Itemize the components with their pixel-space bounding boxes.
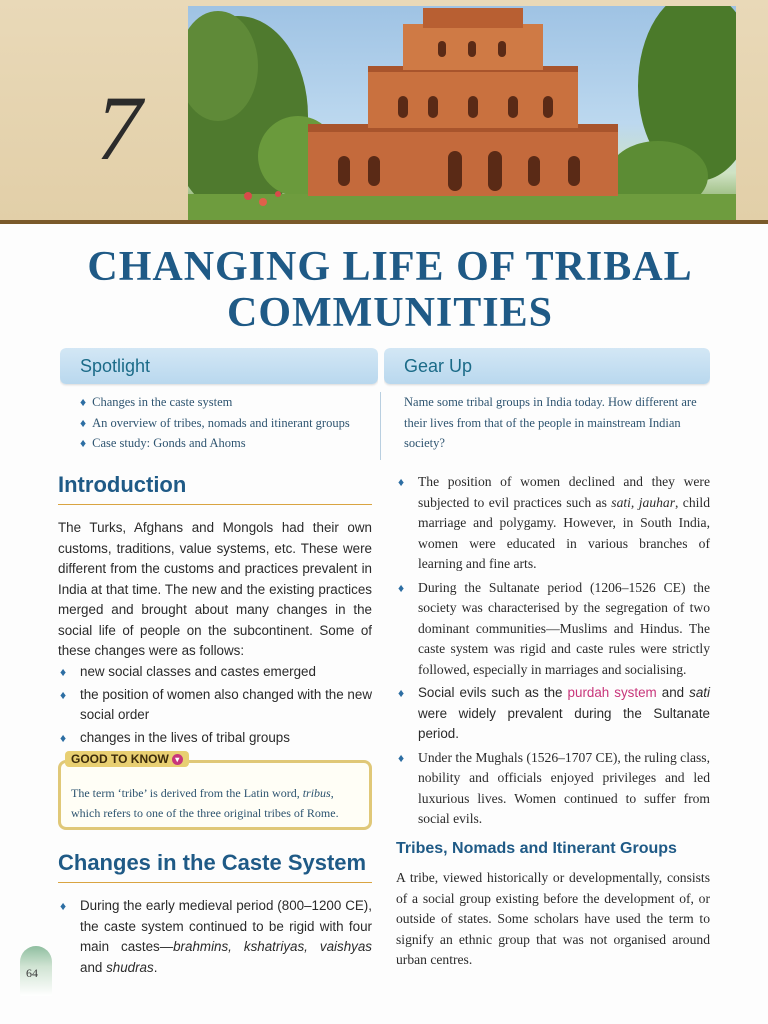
heading-rule [58,882,372,883]
good-to-know-box [58,752,372,830]
heading-rule [58,504,372,505]
list-item: ♦ Social evils such as the purdah system and sati were widely prevalent during the Sultanate period. [396,683,710,745]
page-number: 64 [26,966,38,980]
spotlight-heading: Spotlight [60,348,378,384]
monument-photo [188,6,736,220]
chapter-number: 7 [96,77,142,179]
chevron-down-icon: ▾ [172,754,183,765]
header-divider [0,220,768,224]
right-column-bullets [396,472,710,833]
list-item: ♦ the position of women also changed with the new social order [58,685,372,726]
gear-up-box [384,348,710,460]
box-divider [380,392,381,460]
good-to-know-text: The term ‘tribe’ is derived from the Latin word, tribus, which refers to one of the three original tribes of Rome. [71,786,339,820]
spotlight-box [60,348,378,460]
introduction-bullets [58,662,372,750]
tribes-heading: Tribes, Nomads and Itinerant Groups [396,840,677,857]
highlighted-term: purdah system [567,685,657,700]
caste-system-heading: Changes in the Caste System [58,850,367,875]
spotlight-item: ♦ Changes in the caste system [80,392,378,413]
gear-up-heading: Gear Up [384,348,710,384]
caste-system-bullets [58,896,372,978]
introduction-heading: Introduction [58,472,187,497]
chapter-title: CHANGING LIFE OF TRIBAL COMMUNITIES [87,244,693,336]
list-item: ♦ The position of women declined and they were subjected to evil practices such as sati, jauhar, child marriage and polygamy. However, in South India, women were educated in various branches of learning and fine arts. [396,472,710,575]
list-item: ♦ During the Sultanate period (1206–1526 CE) the society was characterised by the segregation of two dominant communities—Muslims and Hindus. The caste system was rigid and caste rules were strictly followed, especially in marriages and socialising. [396,578,710,681]
good-to-know-label: GOOD TO KNOW ▾ [65,751,189,767]
list-item: ♦ During the early medieval period (800–1200 CE), the caste system continued to be rigid with four main castes—brahmins, kshatriyas, vaishyas and shudras. [58,896,372,978]
spotlight-list [60,384,378,454]
list-item: ♦ new social classes and castes emerged [58,662,372,683]
gear-up-text: Name some tribal groups in India today. How different are their lives from that of the people in mainstream Indian society? [404,395,697,450]
introduction-paragraph: The Turks, Afghans and Mongols had their own customs, traditions, value systems, etc. These were different from the customs and practices prevalent in India at that time. The new and the existing practices merged and brought about many changes in the social life of people on the subcontinent. Some of these changes were as follows: [58,520,372,658]
list-item: ♦ changes in the lives of tribal groups [58,728,372,749]
spotlight-item: ♦ Case study: Gonds and Ahoms [80,433,378,454]
spotlight-item: ♦ An overview of tribes, nomads and itinerant groups [80,413,378,434]
tribes-paragraph: A tribe, viewed historically or developmentally, consists of a social group existing before the development of, or outside of states. Some scholars have used the term to signify an ethnic group that was not organised around urban centres. [396,870,710,967]
list-item: ♦ Under the Mughals (1526–1707 CE), the ruling class, nobility and officials enjoyed privileges and led luxurious lives. Women continued to suffer from social evils. [396,748,710,830]
